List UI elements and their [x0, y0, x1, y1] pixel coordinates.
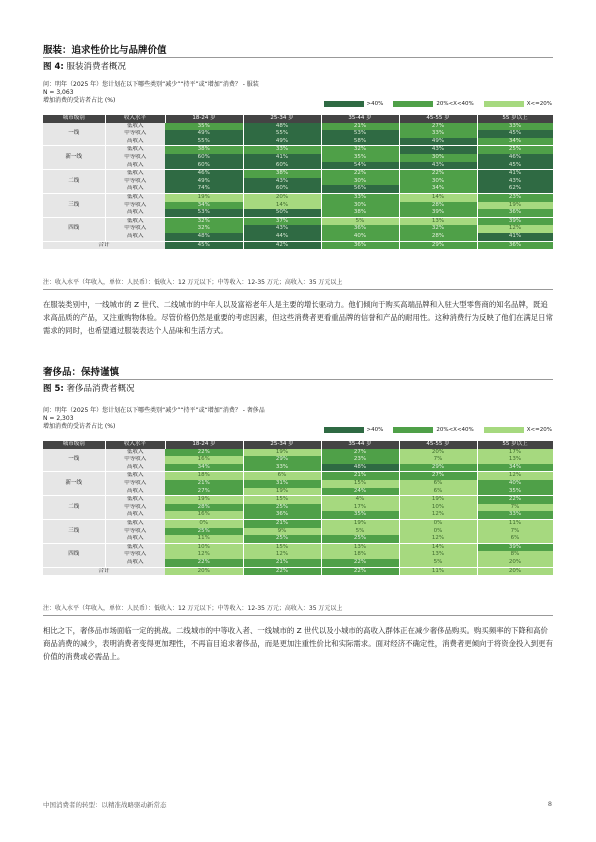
- heat-cell: 22%: [165, 559, 243, 567]
- heat-cell: 22%: [477, 496, 553, 504]
- heat-cell: 22%: [399, 170, 477, 178]
- income-level-label: 低收入: [105, 170, 165, 178]
- heat-cell: 0%: [399, 519, 477, 527]
- column-header: 25-34 岁: [243, 115, 321, 123]
- heat-cell: 32%: [321, 146, 399, 154]
- column-header: 城市级别: [43, 441, 105, 449]
- heat-cell: 25%: [243, 504, 321, 512]
- heat-cell: 44%: [243, 233, 321, 241]
- heat-cell: 14%: [399, 543, 477, 551]
- city-tier-label: 一线: [43, 123, 105, 146]
- heatmap-table-apparel: [43, 115, 554, 250]
- income-level-label: 中等收入: [105, 480, 165, 488]
- city-tier-label: 新一线: [43, 146, 105, 170]
- heat-cell: 33%: [243, 464, 321, 472]
- table-row: [43, 225, 553, 233]
- table-note: 注：收入水平（年收入，单位：人民币）：低收入：12 万元以下；中等收入：12-35 万元；高收入：35 万元以上: [43, 605, 343, 612]
- heat-cell: 20%: [477, 559, 553, 567]
- heat-cell: 13%: [399, 551, 477, 559]
- heat-cell: 12%: [477, 472, 553, 480]
- column-header: 城市级别: [43, 115, 105, 123]
- heat-cell: 7%: [399, 456, 477, 464]
- heat-cell: 16%: [165, 511, 243, 519]
- table-row: [43, 202, 553, 210]
- income-level-label: 低收入: [105, 146, 165, 154]
- heat-cell: 25%: [243, 535, 321, 543]
- heat-cell: 39%: [477, 217, 553, 225]
- income-level-label: 中等收入: [105, 225, 165, 233]
- heat-cell: 13%: [321, 543, 399, 551]
- heat-cell: 38%: [243, 170, 321, 178]
- heat-cell: 15%: [243, 496, 321, 504]
- heat-cell: 31%: [243, 480, 321, 488]
- heat-cell: 37%: [243, 217, 321, 225]
- divider: [43, 57, 553, 58]
- heat-cell: 10%: [165, 543, 243, 551]
- heat-cell: 33%: [243, 146, 321, 154]
- column-header: 18-24 岁: [165, 441, 243, 449]
- heat-cell: 23%: [321, 456, 399, 464]
- heat-cell: 19%: [321, 519, 399, 527]
- table-row: [43, 209, 553, 217]
- column-header: 35-44 岁: [321, 441, 399, 449]
- heat-cell: 29%: [399, 241, 477, 250]
- heat-cell: 30%: [399, 178, 477, 186]
- page-number: 8: [547, 800, 552, 808]
- city-tier-label: 一线: [43, 449, 105, 472]
- heat-cell: 48%: [165, 233, 243, 241]
- figure-title: 图 5: 奢侈品消费者概况: [43, 384, 135, 394]
- table-row: [43, 154, 553, 162]
- table-row: [43, 217, 553, 225]
- heat-cell: 27%: [165, 488, 243, 496]
- heat-cell: 22%: [321, 567, 399, 576]
- heat-cell: 6%: [399, 480, 477, 488]
- heat-cell: 30%: [321, 202, 399, 210]
- heat-cell: 19%: [399, 496, 477, 504]
- heat-cell: 34%: [165, 202, 243, 210]
- income-level-label: 高收入: [105, 488, 165, 496]
- heat-cell: 28%: [399, 202, 477, 210]
- heat-cell: 53%: [321, 130, 399, 138]
- column-header: 45-55 岁: [399, 441, 477, 449]
- heat-cell: 36%: [321, 241, 399, 250]
- table-row: [43, 170, 553, 178]
- income-level-label: 高收入: [105, 233, 165, 241]
- heat-cell: 43%: [477, 178, 553, 186]
- income-level-label: 高收入: [105, 559, 165, 567]
- table-row: [43, 504, 553, 512]
- heat-cell: 19%: [165, 193, 243, 201]
- heat-cell: 49%: [165, 178, 243, 186]
- heat-cell: 34%: [477, 138, 553, 146]
- table-row: [43, 464, 553, 472]
- heat-cell: 12%: [477, 225, 553, 233]
- footer-title: 中国消费者的转型：以精准战略驱动新常态: [43, 801, 167, 809]
- table-row: [43, 480, 553, 488]
- table-row: [43, 543, 553, 551]
- heat-cell: 25%: [165, 528, 243, 536]
- heat-cell: 16%: [165, 456, 243, 464]
- heat-cell: 34%: [165, 464, 243, 472]
- heat-cell: 32%: [399, 225, 477, 233]
- legend: >40% 20%<X<40% X<=20%: [318, 427, 553, 433]
- table-row: [43, 535, 553, 543]
- heat-cell: 35%: [165, 123, 243, 131]
- income-level-label: 低收入: [105, 217, 165, 225]
- heat-cell: 7%: [477, 504, 553, 512]
- heat-cell: 60%: [243, 162, 321, 170]
- heat-cell: 13%: [477, 456, 553, 464]
- income-level-label: 低收入: [105, 496, 165, 504]
- heat-cell: 27%: [399, 472, 477, 480]
- income-level-label: 高收入: [105, 535, 165, 543]
- city-tier-label: 二线: [43, 496, 105, 520]
- heat-cell: 50%: [243, 209, 321, 217]
- heat-cell: 23%: [477, 193, 553, 201]
- heat-cell: 19%: [477, 202, 553, 210]
- heat-cell: 5%: [321, 528, 399, 536]
- heat-cell: 39%: [399, 209, 477, 217]
- table-row: [43, 193, 553, 201]
- heat-cell: 21%: [243, 559, 321, 567]
- city-tier-label: 四线: [43, 217, 105, 241]
- column-header: 55 岁以上: [477, 115, 553, 123]
- heat-cell: 53%: [165, 209, 243, 217]
- heat-cell: 30%: [321, 178, 399, 186]
- heat-cell: 43%: [399, 146, 477, 154]
- heat-cell: 20%: [243, 193, 321, 201]
- income-level-label: 高收入: [105, 138, 165, 146]
- heat-cell: 36%: [477, 209, 553, 217]
- heat-cell: 22%: [165, 449, 243, 457]
- table-row: [43, 233, 553, 241]
- body-paragraph: 相比之下，奢侈品市场面临一定的挑战。二线城市的中等收入者、一线城市的 Z 世代以及小城市的高收入群体正在减少奢侈品购买。购买频率的下降和高价商品消费的减少，表明消费者变得更加理性，不再盲目追求奢侈品，而是更加注重性价比和实际需求。面对经济不确定性，消费者更倾向于将资金投入到更有价值的消费或必需品上。: [43, 626, 553, 661]
- heat-cell: 17%: [321, 504, 399, 512]
- table-row: [43, 519, 553, 527]
- table-row: [43, 178, 553, 186]
- income-level-label: 高收入: [105, 185, 165, 193]
- income-level-label: 低收入: [105, 543, 165, 551]
- income-level-label: 高收入: [105, 464, 165, 472]
- income-level-label: 低收入: [105, 193, 165, 201]
- table-row: [43, 456, 553, 464]
- heat-cell: 12%: [243, 551, 321, 559]
- heat-cell: 27%: [399, 123, 477, 131]
- column-header: 收入水平: [105, 441, 165, 449]
- heat-cell: 32%: [165, 225, 243, 233]
- heat-cell: 5%: [321, 217, 399, 225]
- table-row: [43, 449, 553, 457]
- section-title: 奢侈品：保持谨慎: [43, 367, 120, 378]
- heat-cell: 35%: [321, 154, 399, 162]
- heat-cell: 6%: [243, 472, 321, 480]
- heat-cell: 35%: [321, 511, 399, 519]
- table-row: [43, 567, 553, 576]
- table-row: [43, 138, 553, 146]
- heat-cell: 54%: [321, 162, 399, 170]
- table-row: [43, 130, 553, 138]
- city-tier-label: 合计: [43, 567, 165, 576]
- heat-cell: 22%: [243, 567, 321, 576]
- heat-cell: 41%: [243, 154, 321, 162]
- heat-cell: 49%: [399, 138, 477, 146]
- heat-cell: 14%: [243, 202, 321, 210]
- heat-cell: 46%: [165, 170, 243, 178]
- column-header: 25-34 岁: [243, 441, 321, 449]
- table-note: 注：收入水平（年收入，单位：人民币）：低收入：12 万元以下；中等收入：12-35 万元；高收入：35 万元以上: [43, 279, 343, 286]
- column-header: 收入水平: [105, 115, 165, 123]
- heat-cell: 40%: [477, 480, 553, 488]
- heat-cell: 21%: [321, 472, 399, 480]
- section-title: 服装：追求性价比与品牌价值: [43, 45, 167, 56]
- income-level-label: 中等收入: [105, 551, 165, 559]
- heat-cell: 41%: [477, 170, 553, 178]
- divider: [43, 615, 553, 616]
- heat-cell: 25%: [477, 146, 553, 154]
- heat-cell: 19%: [165, 496, 243, 504]
- heat-cell: 48%: [243, 123, 321, 131]
- heat-cell: 6%: [399, 488, 477, 496]
- table-row: [43, 123, 553, 131]
- heat-cell: 36%: [321, 225, 399, 233]
- heat-cell: 29%: [399, 464, 477, 472]
- heat-cell: 58%: [321, 138, 399, 146]
- divider: [43, 289, 553, 290]
- income-level-label: 高收入: [105, 209, 165, 217]
- heat-cell: 22%: [321, 170, 399, 178]
- divider: [43, 379, 553, 380]
- heat-cell: 34%: [399, 185, 477, 193]
- heat-cell: 18%: [321, 551, 399, 559]
- heat-cell: 11%: [165, 535, 243, 543]
- heat-cell: 33%: [477, 123, 553, 131]
- heat-cell: 8%: [477, 551, 553, 559]
- figure-title: 图 4: 服装消费者概况: [43, 62, 126, 72]
- city-tier-label: 三线: [43, 519, 105, 543]
- income-level-label: 中等收入: [105, 528, 165, 536]
- heat-cell: 20%: [399, 449, 477, 457]
- table-row: [43, 185, 553, 193]
- heat-cell: 22%: [321, 559, 399, 567]
- survey-question: 问：明年（2025 年）您计划在以下哪些类别“减少”“持平”或“增加”消费？ - 服装 N = 3,063 增加消费的受访者占比 (%): [43, 81, 259, 104]
- heat-cell: 21%: [243, 519, 321, 527]
- heat-cell: 19%: [243, 488, 321, 496]
- heat-cell: 27%: [321, 449, 399, 457]
- survey-question: 问：明年（2025 年）您计划在以下哪些类别“减少”“持平”或“增加”消费？ - 奢侈品 N = 2,303 增加消费的受访者占比 (%): [43, 407, 265, 430]
- heat-cell: 43%: [243, 225, 321, 233]
- heat-cell: 11%: [477, 519, 553, 527]
- table-row: [43, 241, 553, 250]
- heat-cell: 38%: [165, 146, 243, 154]
- heat-cell: 18%: [165, 472, 243, 480]
- heat-cell: 10%: [399, 504, 477, 512]
- heat-cell: 45%: [477, 130, 553, 138]
- heat-cell: 12%: [165, 551, 243, 559]
- heat-cell: 6%: [477, 535, 553, 543]
- heat-cell: 17%: [477, 449, 553, 457]
- legend: >40% 20%<X<40% X<=20%: [318, 101, 553, 107]
- heat-cell: 39%: [477, 543, 553, 551]
- heat-cell: 20%: [477, 567, 553, 576]
- heat-cell: 36%: [243, 511, 321, 519]
- heat-cell: 9%: [243, 528, 321, 536]
- heat-cell: 0%: [399, 528, 477, 536]
- heat-cell: 21%: [321, 123, 399, 131]
- column-header: 55 岁以上: [477, 441, 553, 449]
- heat-cell: 60%: [165, 162, 243, 170]
- heat-cell: 14%: [399, 193, 477, 201]
- heat-cell: 43%: [399, 162, 477, 170]
- heat-cell: 36%: [477, 241, 553, 250]
- heat-cell: 12%: [399, 511, 477, 519]
- heat-cell: 38%: [321, 209, 399, 217]
- heat-cell: 55%: [243, 130, 321, 138]
- body-paragraph: 在服装类别中，一线城市的 Z 世代、二线城市的中年人以及富裕老年人是主要的增长驱动力。他们倾向于购买高端品牌和入驻大型零售商的知名品牌，既追求高品质的产品，又注重购物体验。尽管价格仍然是重要的考虑因素，但这些消费者更看重品牌的信誉和产品的耐用性。这种消费行为反映了他们在满足日常需求的同时，也希望通过服装表达个人品味和生活方式。: [43, 300, 553, 335]
- heat-cell: 30%: [399, 154, 477, 162]
- heat-cell: 0%: [165, 519, 243, 527]
- heat-cell: 43%: [243, 178, 321, 186]
- table-row: [43, 496, 553, 504]
- heat-cell: 28%: [399, 233, 477, 241]
- heat-cell: 45%: [477, 162, 553, 170]
- heat-cell: 33%: [321, 193, 399, 201]
- income-level-label: 中等收入: [105, 178, 165, 186]
- heat-cell: 49%: [165, 130, 243, 138]
- income-level-label: 中等收入: [105, 202, 165, 210]
- table-row: [43, 559, 553, 567]
- column-header: 35-44 岁: [321, 115, 399, 123]
- income-level-label: 中等收入: [105, 504, 165, 512]
- heatmap-table-luxury: [43, 441, 554, 576]
- heat-cell: 21%: [165, 480, 243, 488]
- heat-cell: 19%: [243, 449, 321, 457]
- heat-cell: 32%: [165, 217, 243, 225]
- heat-cell: 35%: [477, 488, 553, 496]
- heat-cell: 42%: [243, 241, 321, 250]
- city-tier-label: 二线: [43, 170, 105, 194]
- heat-cell: 5%: [399, 559, 477, 567]
- heat-cell: 15%: [243, 543, 321, 551]
- heat-cell: 41%: [477, 233, 553, 241]
- heat-cell: 33%: [477, 511, 553, 519]
- table-row: [43, 146, 553, 154]
- heat-cell: 49%: [243, 138, 321, 146]
- heat-cell: 46%: [477, 154, 553, 162]
- heat-cell: 74%: [165, 185, 243, 193]
- heat-cell: 12%: [399, 535, 477, 543]
- city-tier-label: 三线: [43, 193, 105, 217]
- city-tier-label: 新一线: [43, 472, 105, 496]
- table-row: [43, 488, 553, 496]
- income-level-label: 低收入: [105, 519, 165, 527]
- heat-cell: 56%: [321, 185, 399, 193]
- table-row: [43, 511, 553, 519]
- heat-cell: 13%: [399, 217, 477, 225]
- table-row: [43, 551, 553, 559]
- heat-cell: 60%: [243, 185, 321, 193]
- table-row: [43, 162, 553, 170]
- income-level-label: 高收入: [105, 162, 165, 170]
- heat-cell: 55%: [165, 138, 243, 146]
- heat-cell: 7%: [477, 528, 553, 536]
- income-level-label: 中等收入: [105, 456, 165, 464]
- heat-cell: 24%: [321, 488, 399, 496]
- heat-cell: 11%: [399, 567, 477, 576]
- table-row: [43, 528, 553, 536]
- heat-cell: 20%: [165, 567, 243, 576]
- heat-cell: 4%: [321, 496, 399, 504]
- heat-cell: 45%: [165, 241, 243, 250]
- heat-cell: 40%: [321, 233, 399, 241]
- table-row: [43, 472, 553, 480]
- column-header: 18-24 岁: [165, 115, 243, 123]
- income-level-label: 中等收入: [105, 130, 165, 138]
- heat-cell: 62%: [477, 185, 553, 193]
- heat-cell: 29%: [243, 456, 321, 464]
- income-level-label: 中等收入: [105, 154, 165, 162]
- income-level-label: 低收入: [105, 123, 165, 131]
- column-header: 45-55 岁: [399, 115, 477, 123]
- heat-cell: 28%: [165, 504, 243, 512]
- heat-cell: 34%: [477, 464, 553, 472]
- heat-cell: 60%: [165, 154, 243, 162]
- heat-cell: 25%: [321, 535, 399, 543]
- heat-cell: 15%: [321, 480, 399, 488]
- income-level-label: 高收入: [105, 511, 165, 519]
- heat-cell: 48%: [321, 464, 399, 472]
- income-level-label: 低收入: [105, 449, 165, 457]
- city-tier-label: 四线: [43, 543, 105, 567]
- city-tier-label: 合计: [43, 241, 165, 250]
- heat-cell: 33%: [399, 130, 477, 138]
- income-level-label: 低收入: [105, 472, 165, 480]
